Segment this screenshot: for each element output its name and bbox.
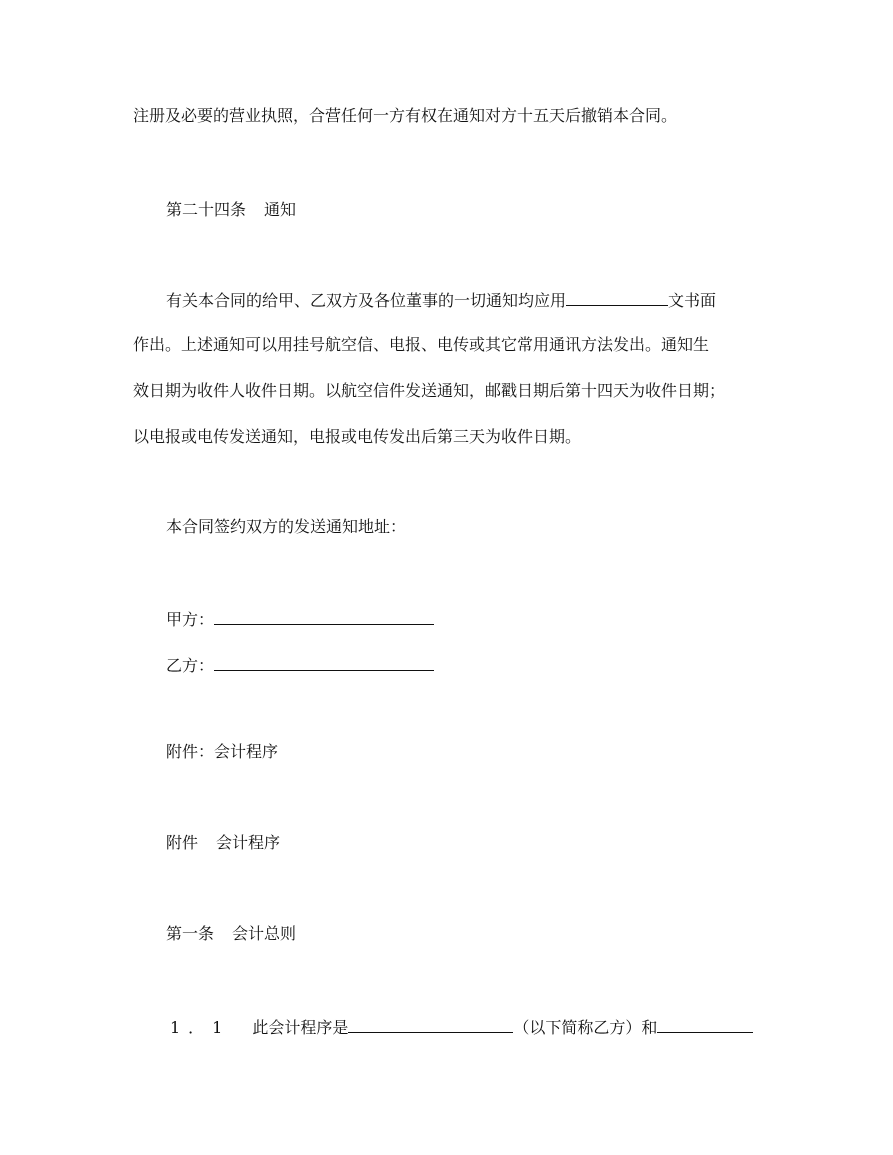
fill-in-blank — [214, 609, 434, 625]
fill-in-blank — [566, 290, 668, 306]
article-heading — [166, 202, 296, 218]
text: 以电报或电传发送通知，电报或电传发出后第三天为收件日期。 — [133, 427, 582, 446]
fill-in-blank — [657, 1017, 753, 1033]
article-heading — [166, 926, 296, 942]
text: 注册及必要的营业执照，合营任何一方有权在通知对方十五天后撤销本合同。 — [133, 106, 678, 125]
label: 甲方： — [166, 610, 215, 629]
article-number: 第二十四条 — [166, 200, 247, 219]
article-title: 会计总则 — [232, 924, 297, 943]
text: 此会计程序是 — [252, 1018, 349, 1037]
clause-line — [170, 1017, 753, 1036]
fill-in-blank — [348, 1017, 513, 1033]
text: 本合同签约双方的发送通知地址： — [166, 517, 407, 536]
paragraph-line — [133, 337, 709, 353]
party-b-address — [166, 655, 434, 674]
text: 作出。上述通知可以用挂号航空信、电报、电传或其它常用通讯方法发出。通知生 — [133, 335, 710, 354]
label: 乙方： — [166, 656, 215, 675]
text: 有关本合同的给甲、乙双方及各位董事的一切通知均应用 — [166, 291, 567, 310]
text: （以下简称乙方）和 — [513, 1018, 658, 1037]
paragraph-line — [133, 383, 725, 399]
text: 文书面 — [668, 291, 717, 310]
paragraph-line — [166, 290, 716, 309]
article-number: 第一条 — [166, 924, 215, 943]
text: 附件 — [166, 833, 199, 852]
text: 会计程序 — [216, 833, 281, 852]
clause-number: 1．1 — [170, 1018, 231, 1037]
fill-in-blank — [214, 655, 434, 671]
article-title: 通知 — [264, 200, 297, 219]
attachment-line — [166, 744, 278, 760]
paragraph-line — [133, 429, 581, 445]
attachment-heading — [166, 835, 280, 851]
text: 效日期为收件人收件日期。以航空信件发送通知，邮戳日期后第十四天为收件日期； — [133, 381, 726, 400]
paragraph-line — [133, 108, 677, 124]
paragraph-line — [166, 519, 406, 535]
text: 附件：会计程序 — [166, 742, 279, 761]
party-a-address — [166, 609, 434, 628]
